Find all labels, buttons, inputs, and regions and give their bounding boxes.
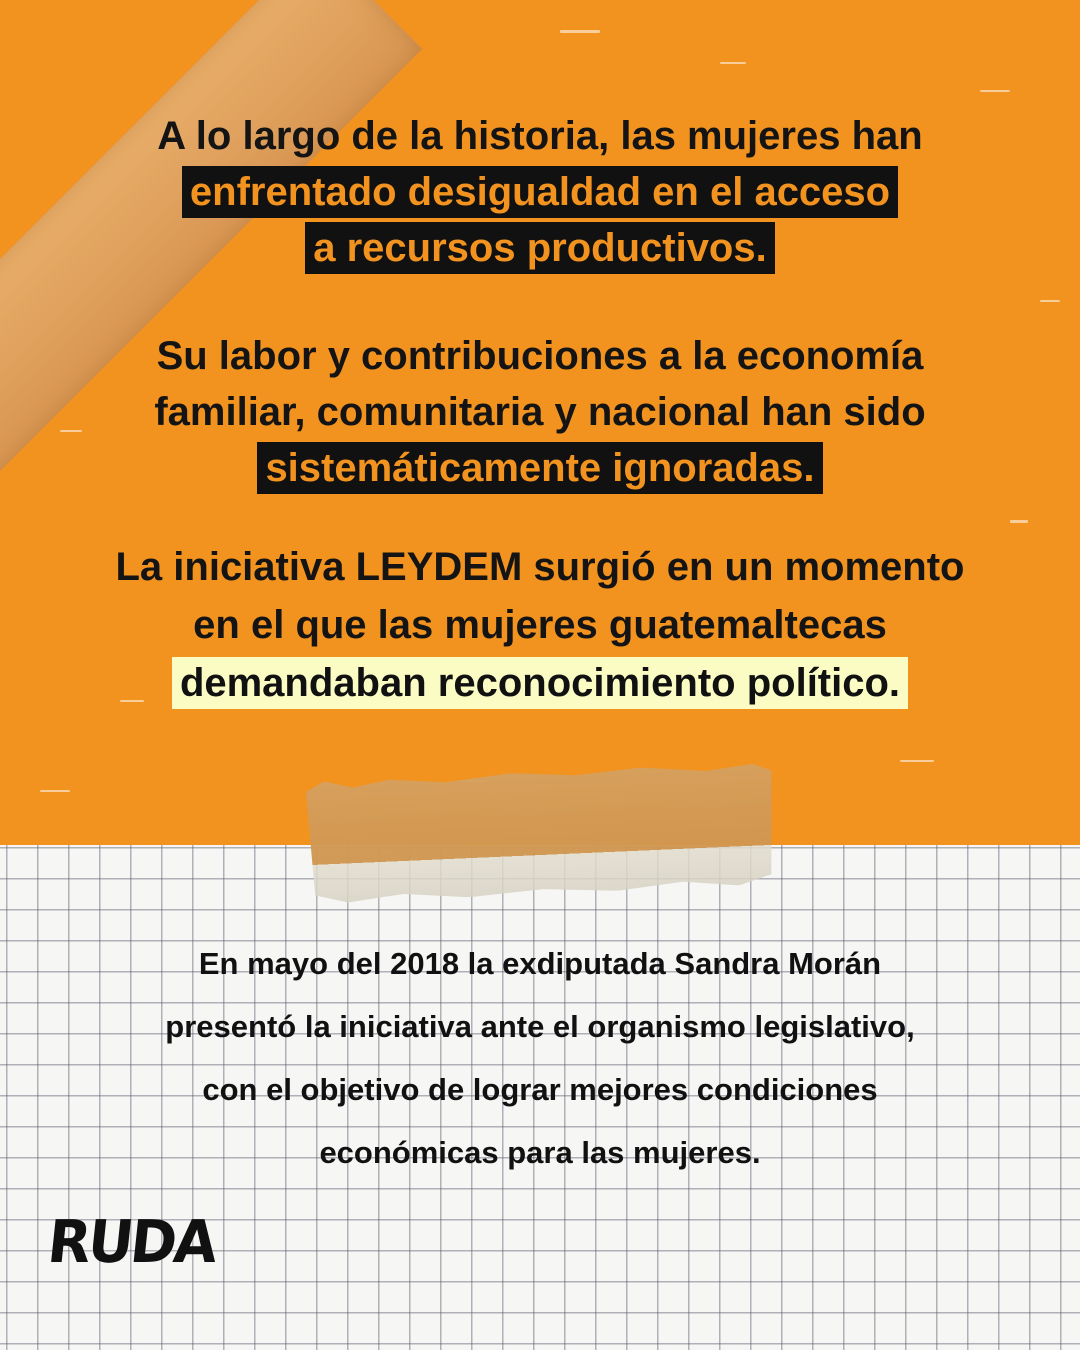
text-line: familiar, comunitaria y nacional han sido — [154, 390, 926, 434]
paper-scratch — [1040, 300, 1060, 302]
text-line: La iniciativa LEYDEM surgió en un momento — [115, 545, 965, 589]
paper-scratch — [40, 790, 70, 792]
text-line: en el que las mujeres guatemaltecas — [193, 603, 887, 647]
masking-tape-center — [306, 762, 777, 904]
paragraph-labor — [40, 328, 1040, 496]
text-line: Su labor y contribuciones a la economía — [156, 334, 924, 378]
text-line: económicas para las mujeres. — [319, 1135, 761, 1170]
paper-scratch — [560, 30, 600, 33]
text-line: A lo largo de la historia, las mujeres han — [157, 114, 923, 158]
text-line: En mayo del 2018 la exdiputada Sandra Morán — [198, 946, 882, 981]
logo-text: RUDA — [44, 1208, 219, 1277]
highlight-yellow: demandaban reconocimiento político. — [172, 657, 908, 709]
highlight-black: enfrentado desigualdad en el acceso — [182, 166, 898, 218]
highlight-black: a recursos productivos. — [305, 222, 774, 274]
paper-scratch — [720, 62, 746, 64]
paper-scratch — [980, 90, 1010, 92]
text-line: con el objetivo de lograr mejores condiciones — [202, 1072, 878, 1107]
paper-scratch — [900, 760, 934, 762]
text-line: presentó la iniciativa ante el organismo legislativo, — [165, 1009, 915, 1044]
paragraph-2018 — [60, 932, 1020, 1184]
paper-scratch — [1010, 520, 1028, 523]
paragraph-leydem — [40, 538, 1040, 712]
paragraph-history — [40, 108, 1040, 276]
ruda-logo — [44, 1208, 220, 1278]
highlight-black: sistemáticamente ignoradas. — [257, 442, 822, 494]
